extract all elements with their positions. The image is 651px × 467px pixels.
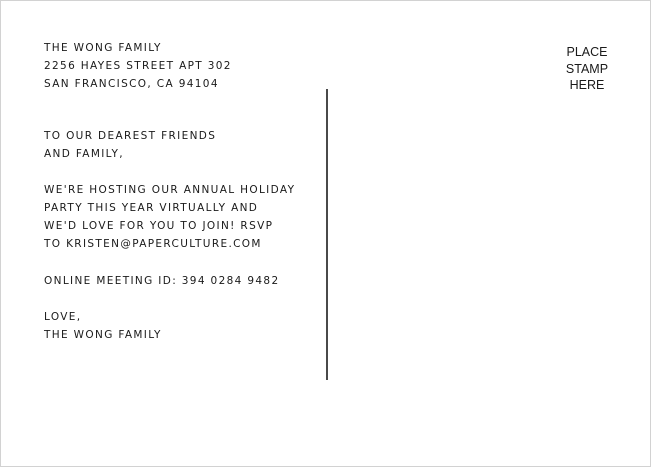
return-address-street: 2256 HAYES STREET APT 302 — [44, 60, 232, 72]
stamp-line-2: STAMP — [565, 61, 609, 76]
greeting-line-1: TO OUR DEAREST FRIENDS — [44, 130, 217, 142]
greeting-line-2: AND FAMILY, — [44, 148, 124, 160]
message-line-2: PARTY THIS YEAR VIRTUALLY AND — [44, 202, 259, 214]
stamp-placeholder — [557, 44, 617, 94]
signoff-name: THE WONG FAMILY — [44, 329, 162, 341]
return-address-city: SAN FRANCISCO, CA 94104 — [44, 78, 219, 90]
message-line-3: WE'D LOVE FOR YOU TO JOIN! RSVP — [44, 220, 274, 232]
meeting-id: ONLINE MEETING ID: 394 0284 9482 — [44, 275, 280, 287]
stamp-line-1: PLACE — [566, 45, 608, 59]
stamp-line-3: HERE — [569, 78, 605, 92]
message-line-1: WE'RE HOSTING OUR ANNUAL HOLIDAY — [44, 184, 296, 196]
return-address-name: THE WONG FAMILY — [44, 42, 162, 54]
center-divider — [326, 89, 328, 380]
signoff-closing: LOVE, — [44, 311, 82, 323]
message-line-4: TO KRISTEN@PAPERCULTURE.COM — [44, 238, 262, 250]
